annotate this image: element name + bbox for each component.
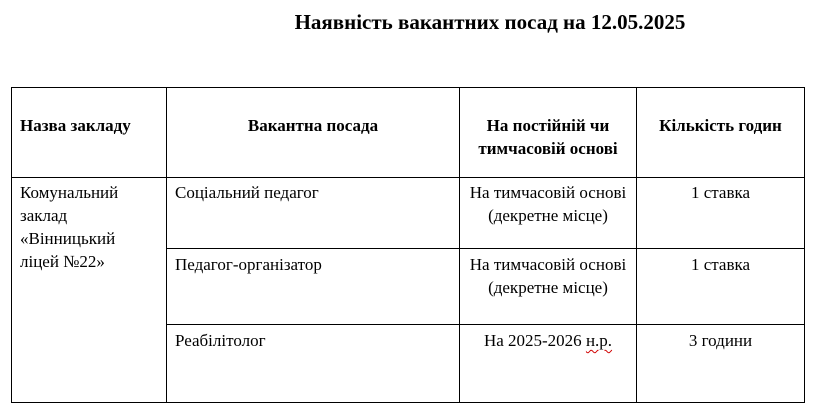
term-text: На 2025-2026	[483, 331, 586, 350]
term-cell	[460, 325, 637, 403]
spellcheck-flagged-word: н.р.	[585, 331, 613, 350]
hours-cell: 1 ставка	[637, 178, 805, 249]
position-cell: Реабілітолог	[167, 325, 460, 403]
institution-cell: Комунальний заклад «Вінницький ліцей №22»	[12, 178, 167, 403]
header-term: На постійній чи тимчасовій основі	[460, 88, 637, 178]
header-position: Вакантна посада	[167, 88, 460, 178]
term-cell: На тимчасовій основі (декретне місце)	[460, 249, 637, 325]
header-hours: Кількість годин	[637, 88, 805, 178]
position-cell: Соціальний педагог	[167, 178, 460, 249]
hours-cell: 3 години	[637, 325, 805, 403]
position-cell: Педагог-організатор	[167, 249, 460, 325]
page-title: Наявність вакантних посад на 12.05.2025	[294, 10, 686, 34]
table-row	[12, 178, 805, 249]
term-cell: На тимчасовій основі (декретне місце)	[460, 178, 637, 249]
vacancies-table	[11, 87, 805, 403]
header-institution: Назва закладу	[12, 88, 167, 178]
hours-cell: 1 ставка	[637, 249, 805, 325]
table-header-row	[12, 88, 805, 178]
